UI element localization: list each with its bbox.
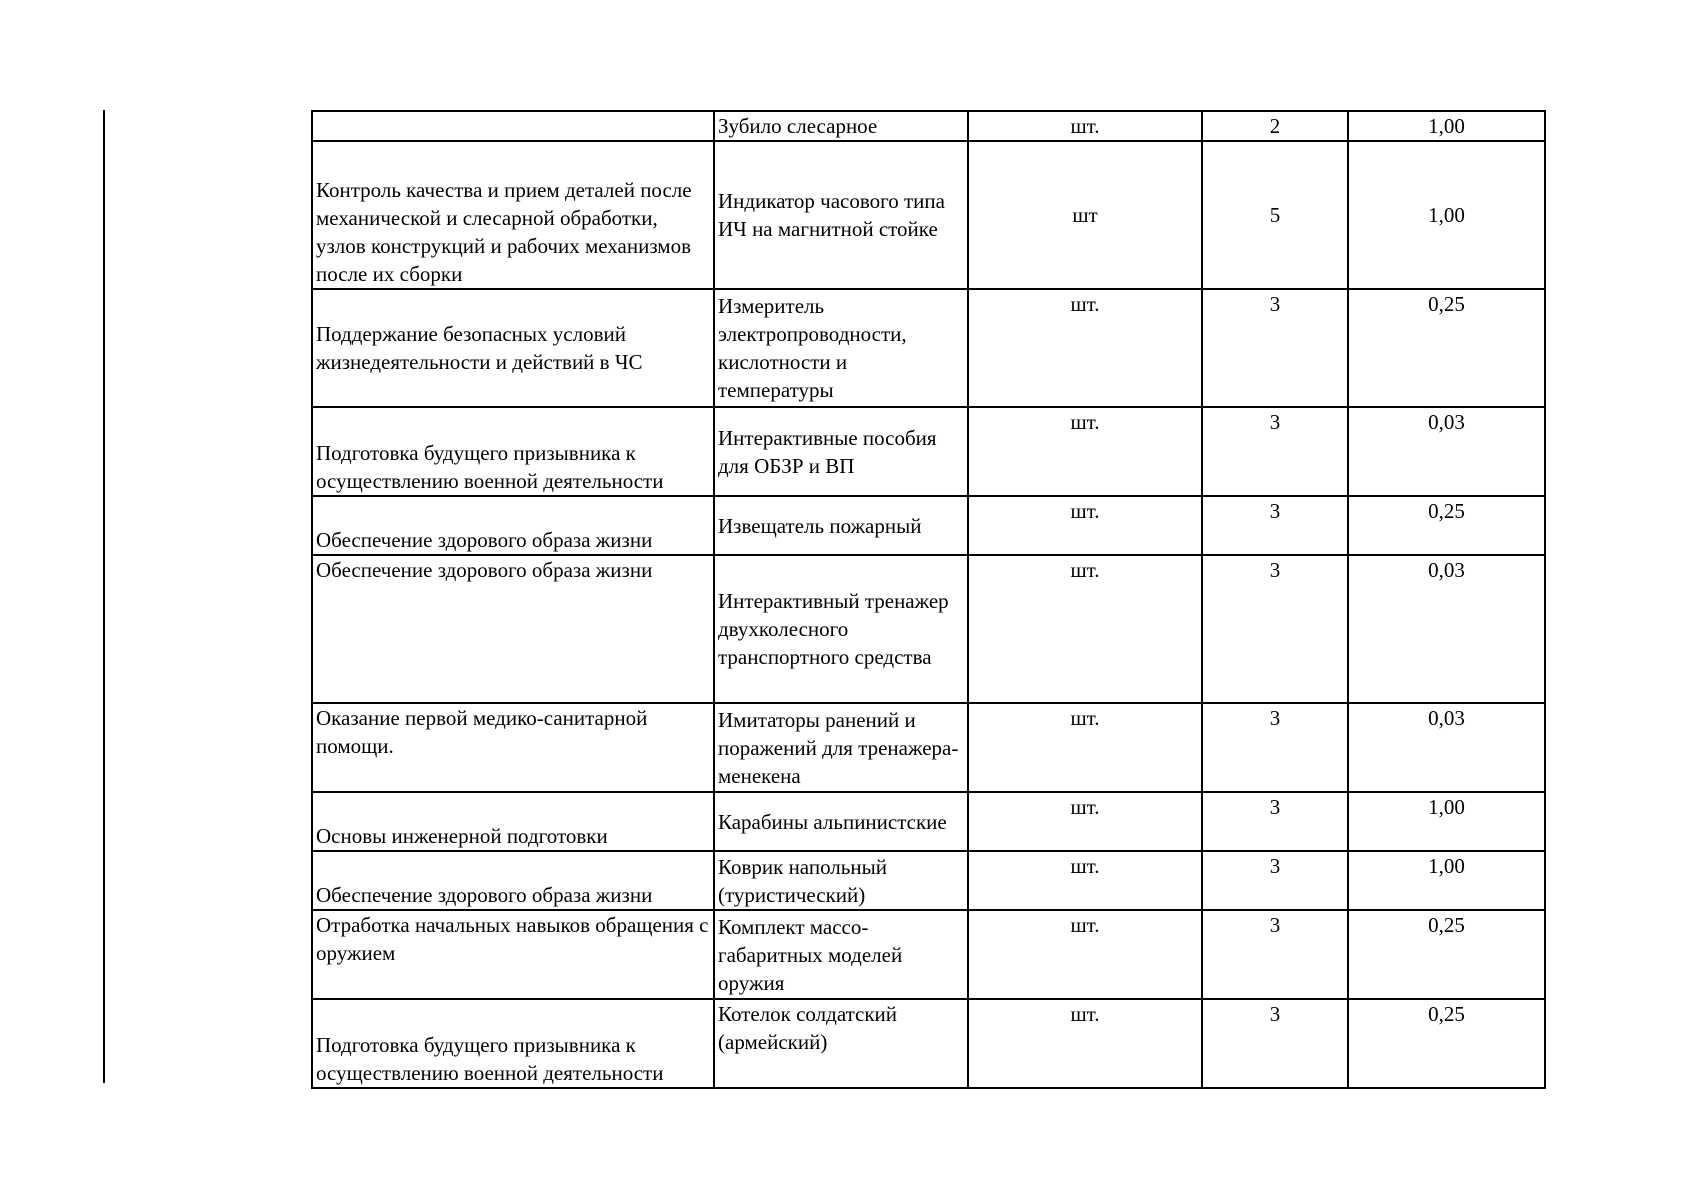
item-cell: Коврик напольный (туристический): [714, 851, 968, 910]
unit-cell: шт.: [968, 851, 1202, 910]
table-row: [312, 141, 1545, 289]
activity-cell: Поддержание безопасных условий жизнедеятельности и действий в ЧС: [312, 289, 714, 407]
quantity-cell: 2: [1202, 111, 1348, 141]
item-cell: Комплект массо-габаритных моделей оружия: [714, 910, 968, 999]
coefficient-cell: 1,00: [1348, 141, 1545, 289]
coefficient-cell: 0,25: [1348, 910, 1545, 999]
unit-cell: шт.: [968, 910, 1202, 999]
coefficient-cell: 0,03: [1348, 407, 1545, 496]
table-row: [312, 496, 1545, 555]
item-cell: Интерактивные пособия для ОБЗР и ВП: [714, 407, 968, 496]
quantity-cell: 3: [1202, 910, 1348, 999]
coefficient-cell: 0,03: [1348, 555, 1545, 703]
table-row: [312, 792, 1545, 851]
unit-cell: шт.: [968, 289, 1202, 407]
activity-cell: Основы инженерной подготовки: [312, 792, 714, 851]
activity-cell: Обеспечение здорового образа жизни: [312, 496, 714, 555]
table-row: [312, 703, 1545, 792]
table-row: [312, 289, 1545, 407]
unit-cell: шт.: [968, 703, 1202, 792]
quantity-cell: 3: [1202, 851, 1348, 910]
unit-cell: шт.: [968, 555, 1202, 703]
quantity-cell: 3: [1202, 792, 1348, 851]
unit-cell: шт.: [968, 999, 1202, 1088]
page-margin-line: [103, 110, 105, 1083]
coefficient-cell: 0,25: [1348, 999, 1545, 1088]
quantity-cell: 3: [1202, 999, 1348, 1088]
quantity-cell: 3: [1202, 407, 1348, 496]
activity-cell: Отработка начальных навыков обращения с оружием: [312, 910, 714, 999]
coefficient-cell: 0,03: [1348, 703, 1545, 792]
item-cell: Интерактивный тренажер двухколесного транспортного средства: [714, 555, 968, 703]
activity-cell: Контроль качества и прием деталей после механической и слесарной обработки, узлов конструкций и рабочих механизмов после их сборки: [312, 141, 714, 289]
unit-cell: шт.: [968, 792, 1202, 851]
unit-cell: шт.: [968, 496, 1202, 555]
unit-cell: шт: [968, 141, 1202, 289]
table-row: [312, 111, 1545, 141]
quantity-cell: 3: [1202, 496, 1348, 555]
item-cell: Извещатель пожарный: [714, 496, 968, 555]
item-cell: Измеритель электропроводности, кислотности и температуры: [714, 289, 968, 407]
item-cell: Индикатор часового типа ИЧ на магнитной стойке: [714, 141, 968, 289]
coefficient-cell: 1,00: [1348, 851, 1545, 910]
unit-cell: шт.: [968, 111, 1202, 141]
quantity-cell: 3: [1202, 703, 1348, 792]
table-row: [312, 999, 1545, 1088]
item-cell: Котелок солдатский (армейский): [714, 999, 968, 1088]
table-row: [312, 555, 1545, 703]
equipment-table: [311, 110, 1546, 1089]
table-row: [312, 910, 1545, 999]
item-cell: Зубило слесарное: [714, 111, 968, 141]
item-cell: Имитаторы ранений и поражений для тренажера-менекена: [714, 703, 968, 792]
coefficient-cell: 0,25: [1348, 289, 1545, 407]
activity-cell: Подготовка будущего призывника к осуществлению военной деятельности: [312, 407, 714, 496]
quantity-cell: 5: [1202, 141, 1348, 289]
activity-cell: [312, 111, 714, 141]
item-cell: Карабины альпинистские: [714, 792, 968, 851]
activity-cell: Обеспечение здорового образа жизни: [312, 851, 714, 910]
activity-cell: Обеспечение здорового образа жизни: [312, 555, 714, 703]
coefficient-cell: 1,00: [1348, 111, 1545, 141]
table-row: [312, 851, 1545, 910]
activity-cell: Подготовка будущего призывника к осуществлению военной деятельности: [312, 999, 714, 1088]
quantity-cell: 3: [1202, 289, 1348, 407]
table-row: [312, 407, 1545, 496]
quantity-cell: 3: [1202, 555, 1348, 703]
coefficient-cell: 1,00: [1348, 792, 1545, 851]
coefficient-cell: 0,25: [1348, 496, 1545, 555]
activity-cell: Оказание первой медико-санитарной помощи.: [312, 703, 714, 792]
unit-cell: шт.: [968, 407, 1202, 496]
